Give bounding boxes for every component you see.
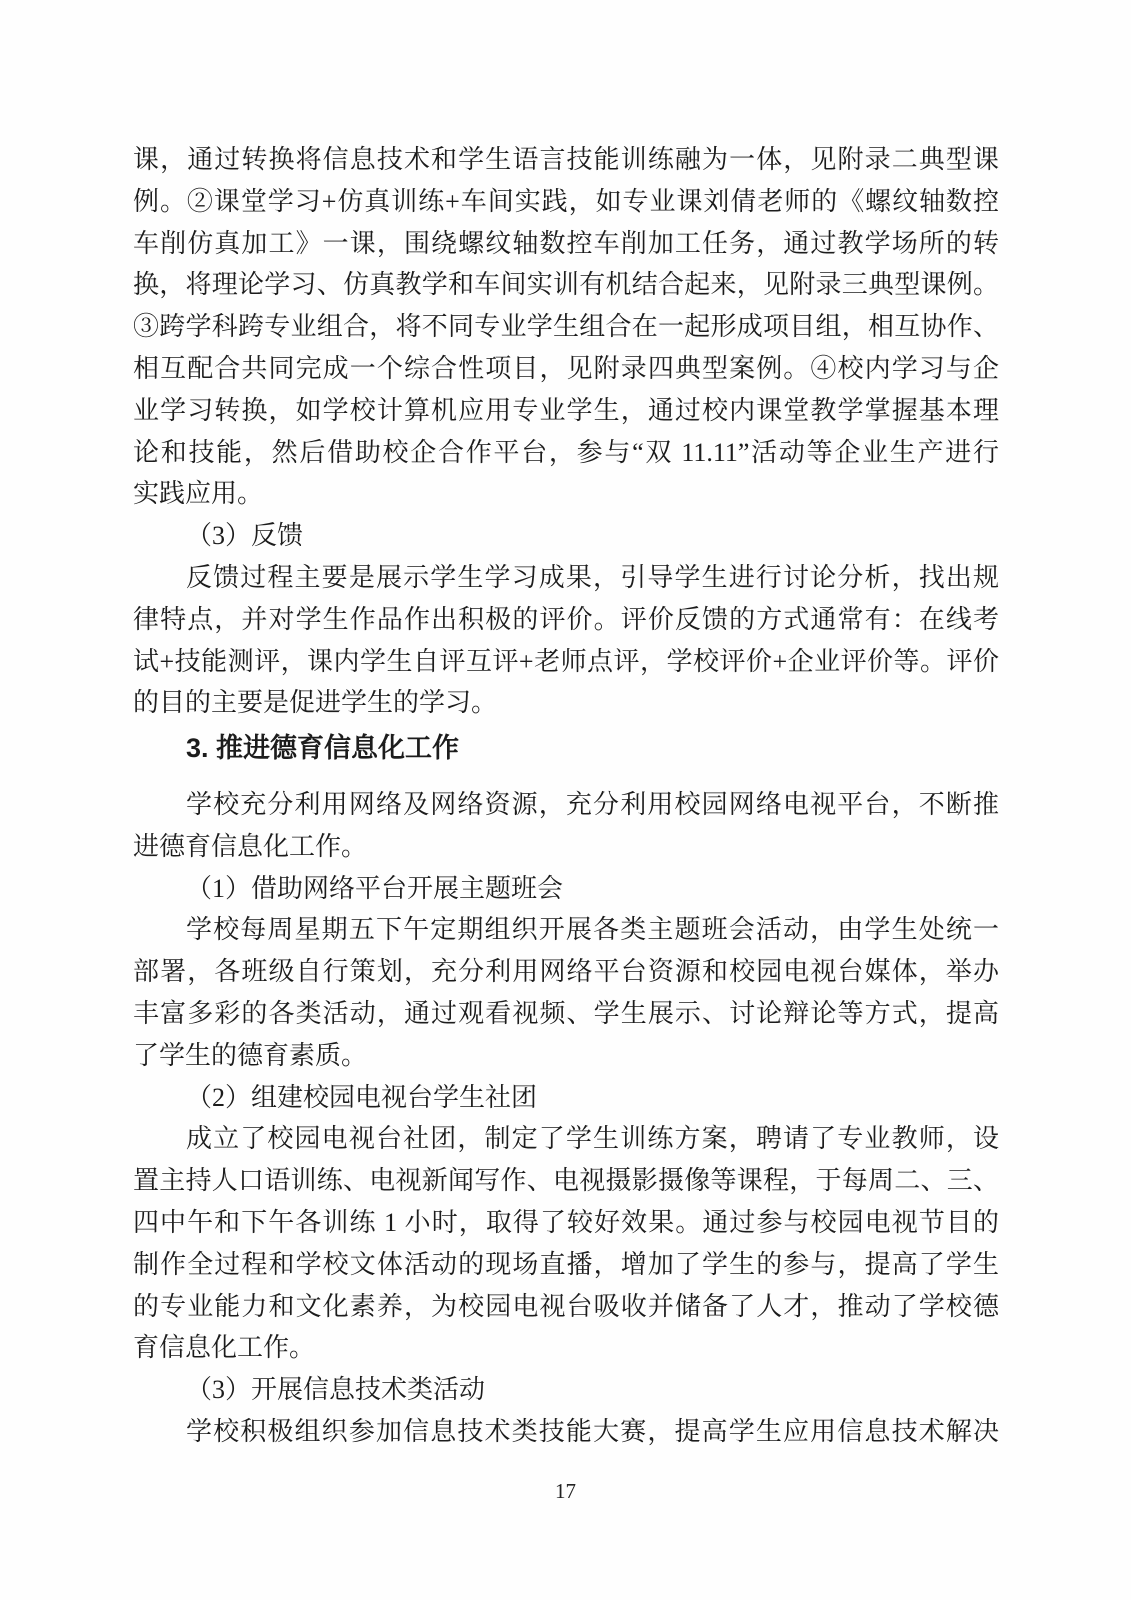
text-line: 业学习转换，如学校计算机应用专业学生，通过校内课堂教学掌握基本理 — [133, 395, 999, 425]
text-line: 反馈过程主要是展示学生学习成果，引导学生进行讨论分析，找出规 — [186, 562, 999, 592]
page-footer — [0, 1478, 1131, 1504]
text-line: 进德育信息化工作。 — [133, 831, 368, 861]
text-line: 3. 推进德育信息化工作 — [186, 733, 460, 764]
text-line: 论和技能，然后借助校企合作平台，参与“双 11.11”活动等企业生产进行 — [133, 437, 999, 467]
text-line: 的目的主要是促进学生的学习。 — [133, 688, 498, 718]
paragraph-feedback — [133, 557, 999, 724]
paragraph-campus-tv-club — [133, 1118, 999, 1369]
heading-3-moral-education-informatization — [133, 728, 999, 770]
text-line: 成立了校园电视台社团，制定了学生训练方案，聘请了专业教师，设 — [186, 1124, 999, 1154]
text-line: 的专业能力和文化素养，为校园电视台吸收并储备了人才，推动了学校德 — [133, 1291, 999, 1321]
text-line: 学校每周星期五下午定期组织开展各类主题班会活动，由学生处统一 — [186, 915, 999, 945]
text-line: （3）开展信息技术类活动 — [186, 1375, 486, 1405]
text-line: 学校充分利用网络及网络资源，充分利用校园网络电视平台，不断推 — [186, 789, 999, 819]
text-line: 四中午和下午各训练 1 小时，取得了较好效果。通过参与校园电视节目的 — [133, 1207, 999, 1237]
paragraph-moral-intro — [133, 784, 999, 868]
text-line: 相互配合共同完成一个综合性项目，见附录四典型案例。④校内学习与企 — [133, 353, 999, 383]
paragraph-theme-class-meeting — [133, 909, 999, 1076]
paragraph-it-activities — [133, 1411, 999, 1453]
subheading-3-feedback — [133, 515, 999, 557]
text-line: 学校积极组织参加信息技术类技能大赛，提高学生应用信息技术解决 — [186, 1416, 999, 1446]
text-line: 丰富多彩的各类活动，通过观看视频、学生展示、讨论辩论等方式，提高 — [133, 998, 999, 1028]
page-number: 17 — [555, 1479, 576, 1503]
subheading-2-campus-tv-club — [133, 1077, 999, 1119]
text-line: （3）反馈 — [186, 521, 304, 551]
text-line: 车削仿真加工》一课，围绕螺纹轴数控车削加工任务，通过教学场所的转 — [133, 228, 999, 258]
text-line: 实践应用。 — [133, 479, 264, 509]
text-line: 了学生的德育素质。 — [133, 1040, 368, 1070]
text-line: 换，将理论学习、仿真教学和车间实训有机结合起来，见附录三典型课例。 — [133, 270, 999, 300]
text-line: 试+技能测评，课内学生自评互评+老师点评，学校评价+企业评价等。评价 — [133, 646, 999, 676]
paragraph-teaching-transition — [133, 139, 999, 515]
text-line: （1）借助网络平台开展主题班会 — [186, 873, 564, 903]
text-line: ③跨学科跨专业组合，将不同专业学生组合在一起形成项目组，相互协作、 — [133, 312, 999, 342]
subheading-3-it-activities — [133, 1369, 999, 1411]
subheading-1-theme-class-meeting — [133, 868, 999, 910]
text-line: （2）组建校园电视台学生社团 — [186, 1082, 538, 1112]
text-line: 置主持人口语训练、电视新闻写作、电视摄影摄像等课程，于每周二、三、 — [133, 1166, 999, 1196]
text-line: 课，通过转换将信息技术和学生语言技能训练融为一体，见附录二典型课 — [133, 145, 999, 174]
text-line: 律特点，并对学生作品作出积极的评价。评价反馈的方式通常有：在线考 — [133, 604, 999, 634]
text-line: 部署，各班级自行策划，充分利用网络平台资源和校园电视台媒体，举办 — [133, 957, 999, 987]
document-body — [133, 139, 999, 1453]
text-line: 例。②课堂学习+仿真训练+车间实践，如专业课刘倩老师的《螺纹轴数控 — [133, 186, 999, 216]
text-line: 育信息化工作。 — [133, 1333, 316, 1363]
text-line: 制作全过程和学校文体活动的现场直播，增加了学生的参与，提高了学生 — [133, 1249, 999, 1279]
